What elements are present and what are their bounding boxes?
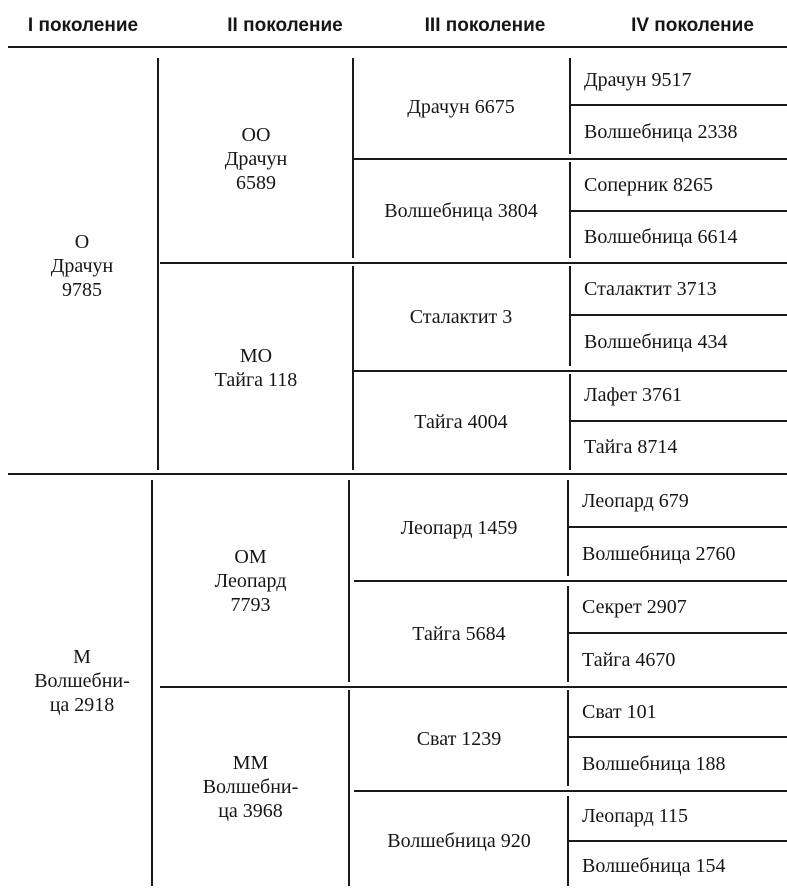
gen4-cell: Волшебница 6614 (584, 226, 738, 248)
divider-gen2 (160, 686, 787, 688)
gen4-cell: Сталактит 3713 (584, 278, 717, 300)
gen3-cell: Волшебница 920 (387, 830, 531, 852)
divider-gen4 (570, 420, 787, 422)
gen4-cell: Драчун 9517 (584, 69, 692, 91)
gen3-cell: Сталактит 3 (409, 306, 513, 328)
divider-gen4 (568, 632, 787, 634)
gen3-cell: Леопард 1459 (400, 517, 518, 539)
header-rule (8, 46, 787, 48)
header-generation-2: II поколение (227, 15, 343, 36)
divider-main (8, 473, 787, 475)
gen2-cell: МО Тайга 118 (214, 345, 298, 391)
divider-gen4 (570, 210, 787, 212)
gen4-cell: Леопард 679 (582, 490, 689, 512)
divider-gen2 (160, 262, 787, 264)
gen3-cell: Драчун 6675 (407, 96, 515, 118)
gen2-cell: ОО Драчун 6589 (224, 124, 288, 194)
divider-gen3 (354, 790, 787, 792)
gen4-cell: Леопард 115 (582, 805, 689, 827)
gen2-cell: ОМ Леопард 7793 (214, 546, 287, 616)
divider-gen4 (568, 840, 787, 842)
gen4-cell: Волшебница 154 (582, 855, 726, 877)
gen4-cell: Волшебница 2338 (584, 121, 738, 143)
column-rule (352, 58, 354, 258)
column-rule (348, 480, 350, 682)
gen3-cell: Сват 1239 (416, 728, 502, 750)
gen4-cell: Соперник 8265 (584, 174, 714, 196)
column-rule (569, 162, 571, 258)
column-rule (157, 58, 159, 470)
column-rule (151, 480, 153, 886)
gen1-sire: О Драчун 9785 (50, 231, 114, 301)
divider-gen4 (570, 314, 787, 316)
gen1-dam: М Волшебни- ца 2918 (34, 646, 130, 716)
column-rule (352, 266, 354, 470)
gen4-cell: Волшебница 188 (582, 753, 726, 775)
gen4-cell: Лафет 3761 (584, 384, 683, 406)
divider-gen4 (570, 104, 787, 106)
header-generation-3: III поколение (424, 15, 546, 36)
column-rule (569, 374, 571, 470)
divider-gen3 (354, 370, 787, 372)
column-rule (567, 480, 569, 576)
column-rule (569, 58, 571, 154)
gen3-cell: Тайга 4004 (414, 411, 508, 433)
gen4-cell: Волшебница 2760 (582, 543, 736, 565)
column-rule (348, 690, 350, 886)
gen3-cell: Волшебница 3804 (384, 200, 538, 222)
gen4-cell: Сват 101 (582, 701, 657, 723)
column-rule (567, 690, 569, 786)
divider-gen3 (354, 580, 787, 582)
divider-gen4 (568, 526, 787, 528)
header-generation-4: IV поколение (631, 15, 754, 36)
gen4-cell: Тайга 4670 (582, 649, 676, 671)
column-rule (567, 796, 569, 886)
column-rule (567, 586, 569, 682)
gen3-cell: Тайга 5684 (412, 623, 506, 645)
header-generation-1: I поколение (27, 15, 139, 36)
gen2-cell: ММ Волшебни- ца 3968 (202, 752, 299, 822)
gen4-cell: Волшебница 434 (584, 331, 728, 353)
divider-gen3 (354, 158, 787, 160)
gen4-cell: Тайга 8714 (584, 436, 678, 458)
gen4-cell: Секрет 2907 (582, 596, 687, 618)
divider-gen4 (568, 736, 787, 738)
column-rule (569, 266, 571, 366)
